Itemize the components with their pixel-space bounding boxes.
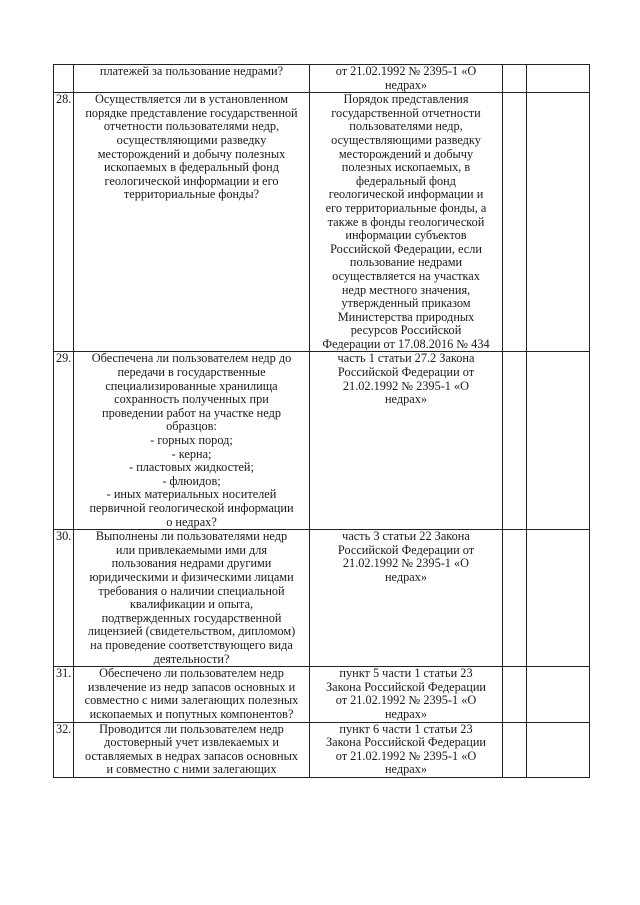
reference-line: Закона Российской Федерации [326, 735, 486, 750]
table-row [54, 352, 590, 530]
reference-line: 21.02.1992 № 2395-1 «О [342, 378, 470, 393]
row-number: 31. [54, 667, 74, 722]
question-line: - керна; [171, 446, 212, 461]
question-line: на проведение соответствующего вида [90, 637, 293, 652]
table-row [54, 65, 590, 93]
reference-line: 21.02.1992 № 2395-1 «О [342, 556, 470, 571]
question-cell [74, 667, 310, 722]
reference-line: от 21.02.1992 № 2395-1 «О [335, 748, 477, 763]
question-cell [74, 65, 310, 93]
row-number: 32. [54, 722, 74, 777]
checklist-table [53, 64, 590, 778]
note-cell [527, 93, 590, 352]
table-row [54, 722, 590, 777]
question-line: совместно с ними залегающих полезных [84, 693, 299, 708]
reference-line: пользование недрами [349, 255, 463, 270]
note-cell [527, 65, 590, 93]
table-row [54, 667, 590, 722]
question-cell [74, 352, 310, 530]
question-line: и совместно с ними залегающих [106, 762, 277, 777]
table-row [54, 530, 590, 667]
reference-line: месторождений и добычу [338, 146, 474, 161]
question-line: - иных материальных носителей [106, 487, 277, 502]
answer-cell [503, 667, 527, 722]
reference-line: часть 1 статьи 27.2 Закона [337, 351, 475, 366]
question-line: передачи в государственные [117, 365, 266, 380]
question-line: требования о наличии специальной [98, 583, 285, 598]
legal-reference-cell [310, 93, 503, 352]
row-number: 30. [54, 530, 74, 667]
reference-line: ресурсов Российской [350, 323, 462, 338]
note-cell [527, 667, 590, 722]
answer-cell [503, 93, 527, 352]
legal-reference-cell [310, 530, 503, 667]
reference-line: недрах» [384, 762, 428, 777]
question-line: - пластовых жидкостей; [129, 460, 254, 475]
question-line: территориальные фонды? [123, 187, 260, 202]
question-line: деятельности? [153, 651, 230, 666]
legal-reference-cell [310, 65, 503, 93]
reference-line: пункт 5 части 1 статьи 23 [339, 666, 473, 681]
question-line: пользования недрами другими [111, 556, 272, 571]
question-line: подтвержденных государственной [101, 610, 282, 625]
reference-line: недрах» [384, 569, 428, 584]
question-line: юридическими и физическими лицами [89, 569, 294, 584]
reference-line: также в фонды геологической [327, 214, 485, 229]
question-line: о недрах? [166, 514, 217, 529]
reference-line: полезных ископаемых, в [341, 160, 471, 175]
row-number: 29. [54, 352, 74, 530]
question-line: месторождений и добычу полезных [97, 146, 286, 161]
question-line: - флюидов; [162, 473, 221, 488]
question-line: отчетности пользователями недр, [103, 119, 280, 134]
reference-line: недр местного значения, [341, 282, 471, 297]
table-row [54, 93, 590, 352]
question-line: ископаемых и попутных компонентов? [89, 706, 294, 721]
question-line: Обеспечено ли пользователем недр [99, 666, 284, 681]
reference-line: Закона Российской Федерации [326, 679, 486, 694]
answer-cell [503, 65, 527, 93]
reference-line: федеральный фонд [356, 173, 456, 188]
legal-reference-cell [310, 352, 503, 530]
checklist-body [54, 65, 590, 778]
question-line: осуществляющими разведку [116, 132, 267, 147]
answer-cell [503, 722, 527, 777]
question-cell [74, 93, 310, 352]
question-line: порядке представление государственной [85, 105, 298, 120]
question-line: платежей за пользование недрами? [99, 64, 284, 78]
note-cell [527, 352, 590, 530]
reference-line: недрах» [384, 706, 428, 721]
note-cell [527, 722, 590, 777]
reference-line: часть 3 статьи 22 Закона [342, 529, 470, 544]
question-line: квалификации и опыта, [129, 597, 254, 612]
reference-line: Министерства природных [337, 309, 475, 324]
reference-line: государственной отчетности [331, 105, 481, 120]
row-number: 28. [54, 93, 74, 352]
reference-line: геологической информации и [328, 187, 484, 202]
question-line: извлечение из недр запасов основных и [87, 679, 296, 694]
question-cell [74, 530, 310, 667]
question-cell [74, 722, 310, 777]
answer-cell [503, 352, 527, 530]
question-line: сохранность полученных при [114, 392, 269, 407]
reference-line: Российской Федерации, если [330, 241, 482, 256]
reference-line: Порядок представления [343, 92, 469, 107]
reference-line: его территориальные фонды, а [325, 200, 487, 215]
reference-line: информации субъектов [345, 228, 467, 243]
legal-reference-cell [310, 722, 503, 777]
reference-line: от 21.02.1992 № 2395-1 «О [335, 693, 477, 708]
question-line: оставляемых в недрах запасов основных [84, 748, 299, 763]
reference-line: осуществляющими разведку [331, 132, 481, 147]
reference-line: утвержденный приказом [341, 296, 471, 311]
question-line: геологической информации и его [104, 173, 279, 188]
reference-line: недрах» [384, 77, 428, 92]
answer-cell [503, 530, 527, 667]
question-line: Проводится ли пользователем недр [99, 721, 284, 736]
question-line: образцов: [166, 419, 217, 434]
question-line: Выполнены ли пользователями недр [95, 529, 288, 544]
reference-line: недрах» [384, 392, 428, 407]
legal-reference-cell [310, 667, 503, 722]
question-line: первичной геологической информации [89, 501, 294, 515]
question-line: Обеспечена ли пользователем недр до [91, 351, 292, 366]
question-line: лицензией (свидетельством, дипломом) [87, 624, 296, 639]
row-number [54, 65, 74, 93]
note-cell [527, 530, 590, 667]
question-line: или привлекаемыми ими для [115, 542, 268, 557]
reference-line: пункт 6 части 1 статьи 23 [339, 721, 473, 736]
reference-line: пользователями недр, [349, 119, 463, 134]
reference-line: Федерации от 17.08.2016 № 434 [322, 336, 490, 351]
question-line: Осуществляется ли в установленном [94, 92, 289, 107]
question-line: специализированные хранилища [105, 378, 278, 393]
reference-line: от 21.02.1992 № 2395-1 «О [335, 64, 477, 78]
reference-line: Российской Федерации от [337, 542, 475, 557]
question-line: проведении работ на участке недр [102, 405, 281, 420]
question-line: достоверный учет извлекаемых и [104, 735, 279, 750]
reference-line: Российской Федерации от [337, 365, 475, 380]
reference-line: осуществляется на участках [332, 268, 480, 283]
question-line: - горных пород; [150, 433, 233, 448]
question-line: ископаемых в федеральный фонд [103, 160, 280, 175]
